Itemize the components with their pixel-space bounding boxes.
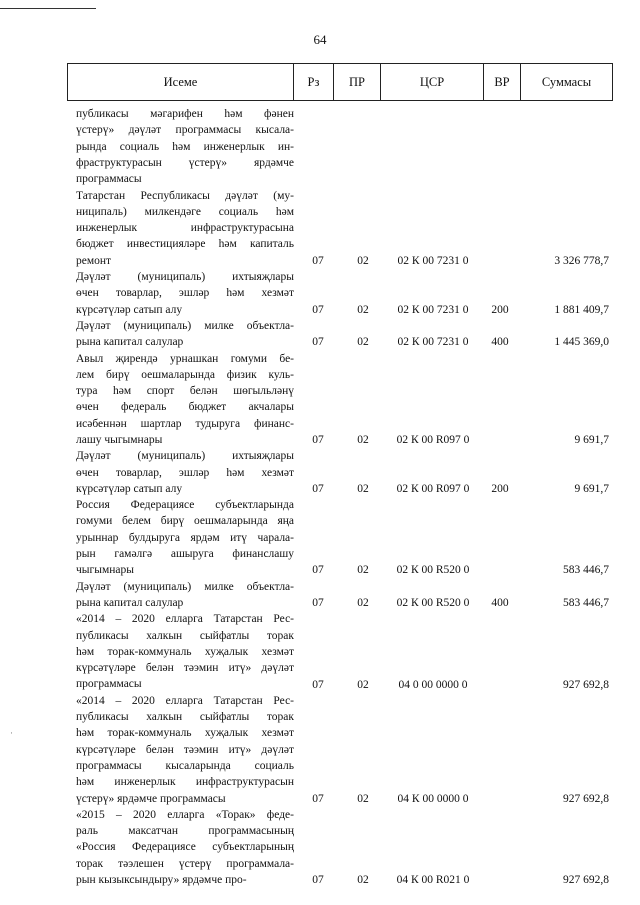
header-pr: ПР	[334, 64, 381, 100]
sum-cell: 927 692,8	[563, 792, 609, 805]
rz-cell: 07	[312, 303, 324, 316]
row-text-line: күрсәтүләре белән тәэмин итү» дәүләт	[76, 662, 294, 675]
pr-cell: 02	[357, 874, 369, 887]
table-row-name	[76, 188, 294, 269]
row-text-line: өчен товарлар, эшләр һәм хезмәт	[76, 466, 294, 479]
sum-cell: 927 692,8	[563, 874, 609, 887]
sum-cell: 1 445 369,0	[554, 336, 609, 349]
pr-cell: 02	[357, 303, 369, 316]
row-text-line: «Россия Федерациясе субъектларының	[76, 841, 294, 854]
header-rz: Рз	[294, 64, 334, 100]
sum-cell: 1 881 409,7	[554, 303, 609, 316]
row-text-line: һәм торак-коммуналь хуҗалык хезмәт	[76, 645, 294, 658]
pr-cell: 02	[357, 482, 369, 495]
row-text-line: публикасы халкын сыйфатлы торак	[76, 711, 294, 724]
csr-cell: 02 К 00 R097 0	[396, 482, 470, 495]
table-row-name	[76, 807, 294, 888]
row-text-line: раль максатчан программасының	[76, 825, 294, 838]
table-row-name	[76, 497, 294, 578]
row-text-line: рына капитал салулар	[76, 336, 184, 349]
rz-cell: 07	[312, 564, 324, 577]
page-number: 64	[313, 32, 327, 47]
pr-cell: 02	[357, 336, 369, 349]
row-text-line: лем бирү оешмаларында физик куль-	[76, 368, 294, 381]
margin-mark: ·	[10, 728, 13, 738]
row-text-line: Дәүләт (муниципаль) милке объектла-	[76, 580, 294, 593]
row-text-line: үстерү» дәүләт программасы кысала-	[76, 124, 294, 137]
csr-cell: 04 К 00 0000 0	[397, 792, 469, 805]
row-text-line: ниципаль) милкендәге социаль һәм	[76, 205, 294, 218]
vr-cell: 400	[491, 336, 509, 349]
row-text-line: рын гамәлгә ашыруга финанслашу	[76, 548, 294, 561]
table-row-name	[76, 693, 294, 807]
rz-cell: 07	[312, 874, 324, 887]
row-text-line: ремонт	[76, 254, 112, 267]
vr-cell: 200	[491, 482, 509, 495]
row-text-line: үстерү» ярдәмче программасы	[76, 792, 226, 805]
row-text-line: Дәүләт (муниципаль) милке объектла-	[76, 319, 294, 332]
row-text-line: Дәүләт (муниципаль) ихтыяҗлары	[76, 450, 294, 463]
row-text-line: программасы	[76, 173, 142, 186]
csr-cell: 02 К 00 R097 0	[396, 434, 470, 446]
table-row-name	[76, 106, 294, 187]
row-text-line: «2014 – 2020 елларга Татарстан Рес-	[76, 694, 294, 707]
sum-cell: 9 691,7	[574, 482, 609, 495]
row-text-line: күрсәтүләр сатып алу	[76, 482, 183, 495]
rz-cell: 07	[312, 254, 324, 267]
row-text-line: инженерлык инфраструктурасына	[76, 222, 294, 235]
table-row-name	[76, 318, 294, 351]
vr-cell: 200	[491, 303, 509, 316]
rz-cell: 07	[312, 336, 324, 349]
row-text-line: торак тәэлешен үстерү программала-	[76, 857, 294, 870]
row-text-line: Дәүләт (муниципаль) ихтыяҗлары	[76, 271, 294, 283]
row-text-line: гомуми белем бирү оешмаларында яңа	[76, 515, 294, 528]
rz-cell: 07	[312, 482, 324, 495]
row-text-line: публикасы халкын сыйфатлы торак	[76, 629, 294, 642]
row-text-line: рына капитал салулар	[76, 596, 184, 609]
csr-cell: 04 0 00 0000 0	[398, 678, 468, 691]
rz-cell: 07	[312, 597, 324, 609]
row-text-line: рын кызыксындыру» ярдәмче про-	[76, 874, 247, 887]
pr-cell: 02	[357, 254, 369, 267]
row-text-line: күрсәтүләр сатып алу	[76, 303, 183, 316]
table-row-name	[76, 269, 294, 318]
csr-cell: 02 К 00 7231 0	[397, 336, 469, 349]
row-text-line: һәм инженерлык инфраструктурасын	[76, 776, 294, 789]
pr-cell: 02	[357, 597, 369, 609]
row-text-line: программасы кысаларында социаль	[76, 759, 294, 772]
row-text-line: Россия Федерациясе субъектларында	[76, 499, 294, 512]
csr-cell: 02 К 00 R520 0	[396, 597, 470, 609]
row-text-line: фраструктурасын үстерү» ярдәмче	[76, 156, 294, 169]
row-text-line: «2014 – 2020 елларга Татарстан Рес-	[76, 613, 294, 626]
row-text-line: исәбеннән шартлар тудыруга финанс-	[76, 417, 294, 430]
table-row-name	[76, 611, 294, 692]
table-row-name	[76, 448, 294, 497]
sum-cell: 583 446,7	[563, 597, 609, 609]
table-row-name	[76, 351, 294, 449]
row-text-line: лашу чыгымнары	[76, 433, 163, 446]
sum-cell: 583 446,7	[563, 564, 609, 577]
header-vr: ВР	[484, 64, 521, 100]
header-name: Исеме	[68, 64, 294, 100]
row-text-line: урыннар булдыруга ярдәм итү чарала-	[76, 531, 294, 544]
row-text-line: Авыл җирендә урнашкан гомуми бе-	[76, 352, 294, 365]
top-rule	[0, 8, 96, 9]
row-text-line: публикасы мәгарифен һәм фәнен	[76, 108, 294, 120]
pr-cell: 02	[357, 434, 369, 446]
row-text-line: Татарстан Республикасы дәүләт (му-	[76, 189, 294, 202]
pr-cell: 02	[357, 792, 369, 805]
row-text-line: тура һәм спорт белән шөгыльләнү	[76, 385, 294, 398]
table-header	[67, 63, 613, 101]
sum-cell: 927 692,8	[563, 678, 609, 691]
row-text-line: өчен товарлар, эшләр һәм хезмәт	[76, 287, 294, 300]
csr-cell: 02 К 00 7231 0	[397, 254, 469, 267]
row-text-line: программасы	[76, 678, 142, 691]
pr-cell: 02	[357, 678, 369, 691]
header-sum: Суммасы	[541, 75, 592, 89]
row-text-line: өчен федераль бюджет акчалары	[76, 401, 294, 414]
pr-cell: 02	[357, 564, 369, 577]
csr-cell: 02 К 00 R520 0	[396, 564, 470, 577]
rz-cell: 07	[312, 678, 324, 691]
rz-cell: 07	[312, 792, 324, 805]
table-row-name	[76, 579, 294, 612]
vr-cell: 400	[491, 597, 509, 609]
sum-cell: 9 691,7	[574, 434, 609, 446]
row-text-line: һәм торак-коммуналь хуҗалык хезмәт	[76, 727, 294, 740]
row-text-line: «2015 – 2020 елларга «Торак» феде-	[76, 808, 294, 821]
row-text-line: бюджет инвестицияләре һәм капиталь	[76, 238, 294, 251]
rz-cell: 07	[312, 434, 324, 446]
row-text-line: рында социаль һәм инженерлык ин-	[76, 140, 294, 153]
csr-cell: 02 К 00 7231 0	[397, 303, 469, 316]
header-csr: ЦСР	[381, 64, 484, 100]
row-text-line: чыгымнары	[76, 564, 134, 577]
row-text-line: күрсәтүләре белән тәэмин итү» дәүләт	[76, 743, 294, 756]
csr-cell: 04 К 00 R021 0	[396, 874, 470, 887]
sum-cell: 3 326 778,7	[554, 254, 609, 267]
